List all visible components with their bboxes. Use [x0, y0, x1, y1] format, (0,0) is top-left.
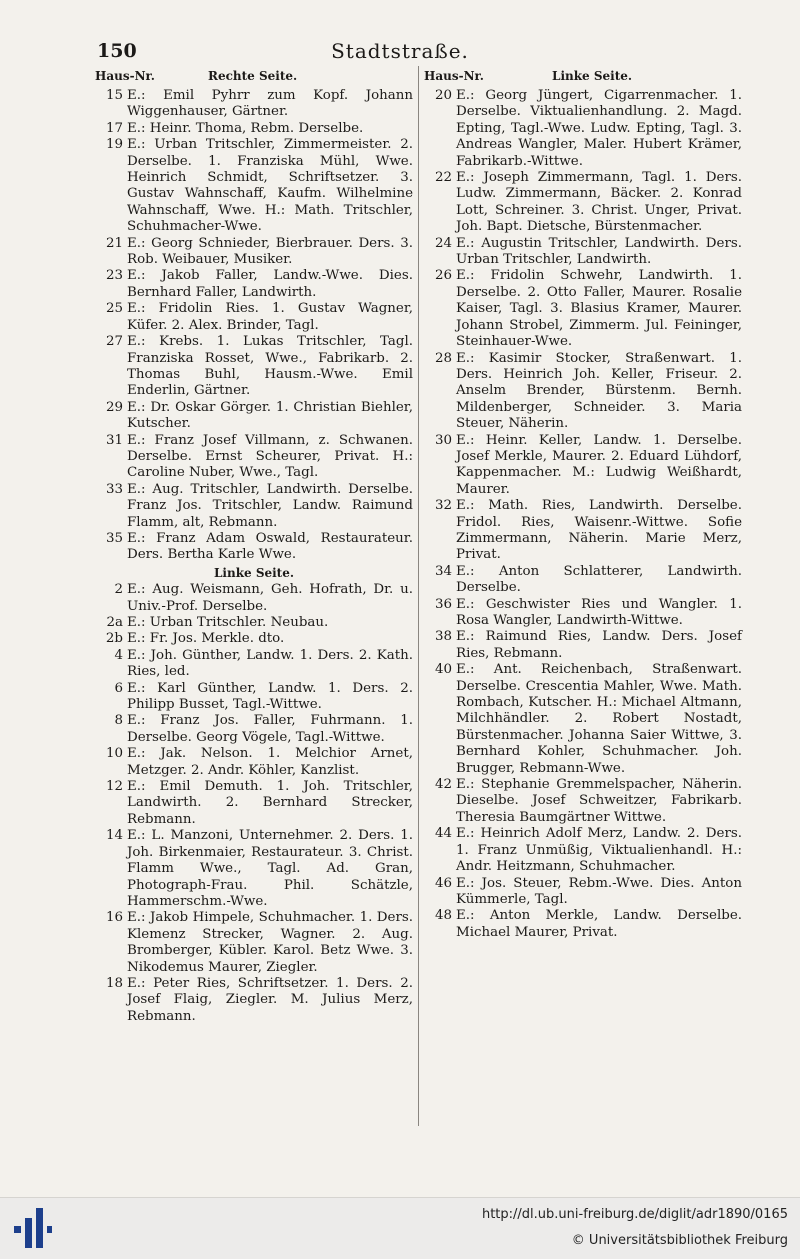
- resident-text: E.: Heinr. Thoma, Rebm. Derselbe.: [127, 120, 364, 136]
- page-number: 150: [97, 40, 137, 62]
- right-side-label: Linke Seite.: [552, 69, 633, 83]
- address-entry: [95, 531, 413, 564]
- address-entry: [424, 268, 742, 350]
- address-entry: [424, 564, 742, 597]
- address-entry: [424, 498, 742, 564]
- house-number: 24: [434, 235, 452, 251]
- resident-text: E.: Dr. Oskar Görger. 1. Christian Biehler, Kutscher.: [127, 399, 413, 432]
- house-number: 22: [434, 170, 452, 186]
- column-divider: [418, 66, 419, 1126]
- resident-text: E.: Franz Jos. Faller, Fuhrmann. 1. Derselbe. Georg Vögele, Tagl.-Wittwe.: [127, 713, 413, 745]
- house-number: 4: [114, 647, 123, 663]
- address-entry: [95, 88, 413, 121]
- resident-text: E.: Raimund Ries, Landw. Ders. Josef Ries, Rebmann.: [456, 629, 742, 661]
- resident-text: E.: Anton Merkle, Landw. Derselbe. Michael Maurer, Privat.: [456, 908, 742, 940]
- address-entry: [95, 631, 413, 647]
- address-entry: [95, 137, 413, 235]
- address-entry: [95, 301, 413, 334]
- address-entry: [95, 400, 413, 433]
- resident-text: E.: Augustin Tritschler, Landwirth. Ders. Urban Tritschler, Landwirth.: [456, 235, 742, 268]
- resident-text: E.: Peter Ries, Schriftsetzer. 1. Ders. 2. Josef Flaig, Ziegler. M. Julius Merz, Rebmann.: [127, 975, 413, 1024]
- resident-text: E.: Aug. Weismann, Geh. Hofrath, Dr. u. Univ.-Prof. Derselbe.: [127, 582, 413, 614]
- address-entry: [424, 170, 742, 236]
- resident-text: E.: Joseph Zimmermann, Tagl. 1. Ders. Ludw. Zimmermann, Bäcker. 2. Konrad Lott, Schreiner. 3. Christ. Unger, Privat. Joh. Bapt. Dietsche, Bürstenmacher.: [456, 170, 742, 235]
- house-number: 34: [434, 563, 452, 579]
- resident-text: E.: Heinr. Keller, Landw. 1. Derselbe. Josef Merkle, Maurer. 2. Eduard Lühdorf, Kappenmacher. M.: Ludwig Weißhardt, Maurer.: [456, 432, 742, 497]
- resident-text: E.: Fridolin Schwehr, Landwirth. 1. Derselbe. 2. Otto Faller, Maurer. Rosalie Kaiser, Tagl. 3. Blasius Kramer, Maurer. Johann Strobel, Zimmerm. Jul. Feininger, Steinhauer-Wwe.: [456, 268, 742, 350]
- resident-text: E.: Georg Schnieder, Bierbrauer. Ders. 3. Rob. Weibauer, Musiker.: [127, 235, 413, 268]
- resident-text: E.: Urban Tritschler. Neubau.: [127, 615, 329, 630]
- house-number: 48: [434, 908, 452, 924]
- resident-text: E.: Math. Ries, Landwirth. Derselbe. Fridol. Ries, Waisenr.-Wittwe. Sofie Zimmermann, Näherin. Marie Merz, Privat.: [456, 498, 742, 563]
- address-entry: [424, 88, 742, 170]
- resident-text: E.: Franz Adam Oswald, Restaurateur. Ders. Bertha Karle Wwe.: [127, 530, 413, 563]
- house-number: 32: [434, 498, 452, 514]
- house-number: 14: [105, 828, 123, 844]
- house-number: 31: [105, 432, 123, 448]
- house-number: 23: [105, 268, 123, 284]
- resident-text: E.: Heinrich Adolf Merz, Landw. 2. Ders. 1. Franz Unmüßig, Viktualienhandl. H.: Andr. Heitzmann, Schuhmacher.: [456, 826, 742, 875]
- address-entry: [424, 662, 742, 777]
- right-house-number-label: Haus-Nr.: [424, 69, 484, 83]
- address-entry: [424, 777, 742, 826]
- resident-text: E.: Emil Demuth. 1. Joh. Tritschler, Landwirth. 2. Bernhard Strecker, Rebmann.: [127, 779, 413, 827]
- address-entry: [95, 334, 413, 400]
- house-number: 36: [434, 596, 452, 612]
- address-entry: [424, 433, 742, 499]
- resident-text: E.: Franz Josef Villmann, z. Schwanen. Derselbe. Ernst Scheurer, Privat. H.: Caroline Nuber, Wwe., Tagl.: [127, 432, 413, 481]
- house-number: 17: [105, 120, 123, 136]
- address-entry: [95, 433, 413, 482]
- house-number: 25: [105, 301, 123, 317]
- resident-text: E.: L. Manzoni, Unternehmer. 2. Ders. 1. Joh. Birkenmaier, Restaurateur. 3. Christ. Flamm Wwe., Tagl. Ad. Gran, Photograph-Frau. Phil. Schätzle, Hammerschm.-Wwe.: [127, 828, 413, 909]
- resident-text: E.: Jakob Himpele, Schuhmacher. 1. Ders. Klemenz Strecker, Wagner. 2. Aug. Bromberger, Kübler. Karol. Betz Wwe. 3. Nikodemus Maurer, Ziegler.: [127, 910, 413, 975]
- viewer-footer: [0, 1197, 800, 1259]
- house-number: 16: [105, 910, 123, 926]
- house-number: 2a: [106, 615, 123, 630]
- house-number: 42: [434, 777, 452, 793]
- house-number: 15: [105, 88, 123, 103]
- resident-text: E.: Jakob Faller, Landw.-Wwe. Dies. Bernhard Faller, Landwirth.: [127, 268, 413, 300]
- address-entry: [95, 121, 413, 137]
- address-entry: [424, 826, 742, 875]
- house-number: 26: [434, 268, 452, 284]
- address-entry: [95, 482, 413, 531]
- address-entry: [424, 908, 742, 941]
- address-entry: [95, 828, 413, 910]
- house-number: 27: [105, 334, 123, 350]
- address-entry: [95, 746, 413, 779]
- house-number: 18: [105, 975, 123, 991]
- house-number: 12: [105, 779, 123, 795]
- ub-freiburg-logo-icon: [14, 1206, 52, 1252]
- resident-text: E.: Fridolin Ries. 1. Gustav Wagner, Küfer. 2. Alex. Brinder, Tagl.: [127, 301, 413, 333]
- address-entry: [424, 876, 742, 909]
- resident-text: E.: Kasimir Stocker, Straßenwart. 1. Ders. Heinrich Joh. Keller, Friseur. 2. Anselm Brender, Bürstenm. Bernh. Mildenberger, Schneider. 3. Maria Steuer, Näherin.: [456, 350, 742, 432]
- house-number: 10: [105, 746, 123, 762]
- address-entry: [424, 629, 742, 662]
- house-number: 21: [105, 235, 123, 251]
- address-entry: [95, 681, 413, 714]
- resident-text: E.: Joh. Günther, Landw. 1. Ders. 2. Kath. Ries, led.: [127, 647, 413, 680]
- house-number: 30: [434, 432, 452, 448]
- house-number: 19: [105, 137, 123, 153]
- resident-text: E.: Jak. Nelson. 1. Melchior Arnet, Metzger. 2. Andr. Köhler, Kanzlist.: [127, 746, 413, 778]
- address-entry: [95, 582, 413, 615]
- house-number: 29: [105, 399, 123, 415]
- address-entry: [95, 779, 413, 828]
- house-number: 44: [434, 826, 452, 842]
- house-number: 20: [434, 88, 452, 103]
- house-number: 6: [114, 680, 123, 696]
- resident-text: E.: Anton Schlatterer, Landwirth. Derselbe.: [456, 563, 742, 596]
- address-entry: [424, 236, 742, 269]
- address-entry: [95, 236, 413, 269]
- address-entry: [424, 597, 742, 630]
- resident-text: E.: Fr. Jos. Merkle. dto.: [127, 631, 285, 647]
- left-house-number-label: Haus-Nr.: [95, 69, 155, 83]
- resident-text: E.: Emil Pyhrr zum Kopf. Johann Wiggenhauser, Gärtner.: [127, 88, 413, 120]
- address-entry: [95, 648, 413, 681]
- left-subheader: Linke Seite.: [213, 565, 295, 580]
- address-entry: [95, 976, 413, 1025]
- resident-text: E.: Ant. Reichenbach, Straßenwart. Derselbe. Crescentia Mahler, Wwe. Math. Rombach, Kutscher. H.: Michael Altmann, Milchhändler. 2. Robert Nostadt, Bürstenmacher. Johanna Saier Wittwe, 3. Bernhard Kohler, Schuhmacher. Joh. Brugger, Rebmann-Wwe.: [456, 662, 742, 776]
- address-entry: [95, 910, 413, 976]
- resident-text: E.: Krebs. 1. Lukas Tritschler, Tagl. Franziska Rosset, Wwe., Fabrikarb. 2. Thomas Buhl, Hausm.-Wwe. Emil Enderlin, Gärtner.: [127, 334, 413, 399]
- copyright-notice: © Universitätsbibliothek Freiburg: [571, 1233, 788, 1248]
- address-entry: [424, 351, 742, 433]
- resident-text: E.: Aug. Tritschler, Landwirth. Derselbe. Franz Jos. Tritschler, Landw. Raimund Flamm, alt, Rebmann.: [127, 481, 413, 530]
- page-title: Stadtstraße.: [331, 39, 469, 63]
- resident-text: E.: Stephanie Gremmelspacher, Näherin. Dieselbe. Josef Schweitzer, Fabrikarb. Theresia Baumgärtner Wittwe.: [456, 777, 742, 825]
- resident-text: E.: Geschwister Ries und Wangler. 1. Rosa Wangler, Landwirth-Wittwe.: [456, 596, 742, 628]
- house-number: 33: [105, 481, 123, 497]
- house-number: 35: [105, 530, 123, 546]
- left-column: [95, 88, 413, 1025]
- house-number: 38: [434, 629, 452, 645]
- house-number: 28: [434, 350, 452, 366]
- house-number: 2b: [105, 631, 123, 647]
- resident-text: E.: Karl Günther, Landw. 1. Ders. 2. Philipp Busset, Tagl.-Wittwe.: [127, 680, 413, 713]
- right-column: [424, 88, 742, 941]
- address-entry: [95, 615, 413, 631]
- house-number: 40: [434, 662, 452, 678]
- left-side-label: Rechte Seite.: [208, 69, 298, 83]
- resident-text: E.: Georg Jüngert, Cigarrenmacher. 1. Derselbe. Viktualienhandlung. 2. Magd. Epting, Tagl.-Wwe. Ludw. Epting, Tagl. 3. Andreas Wangler, Maler. Hubert Krämer, Fabrikarb.-Wittwe.: [456, 88, 742, 169]
- house-number: 46: [434, 875, 452, 891]
- address-entry: [95, 268, 413, 301]
- house-number: 2: [114, 582, 123, 598]
- address-entry: [95, 713, 413, 746]
- resident-text: E.: Jos. Steuer, Rebm.-Wwe. Dies. Anton Kümmerle, Tagl.: [456, 875, 742, 907]
- house-number: 8: [114, 713, 123, 729]
- resident-text: E.: Urban Tritschler, Zimmermeister. 2. Derselbe. 1. Franziska Mühl, Wwe. Heinrich Schmidt, Schriftsetzer. 3. Gustav Wahnschaff, Kaufm. Wilhelmine Wahnschaff, Wwe. H.: Math. Tritschler, Schuhmacher-Wwe.: [127, 137, 413, 235]
- permalink-url[interactable]: http://dl.ub.uni-freiburg.de/diglit/adr1890/0165: [481, 1207, 788, 1222]
